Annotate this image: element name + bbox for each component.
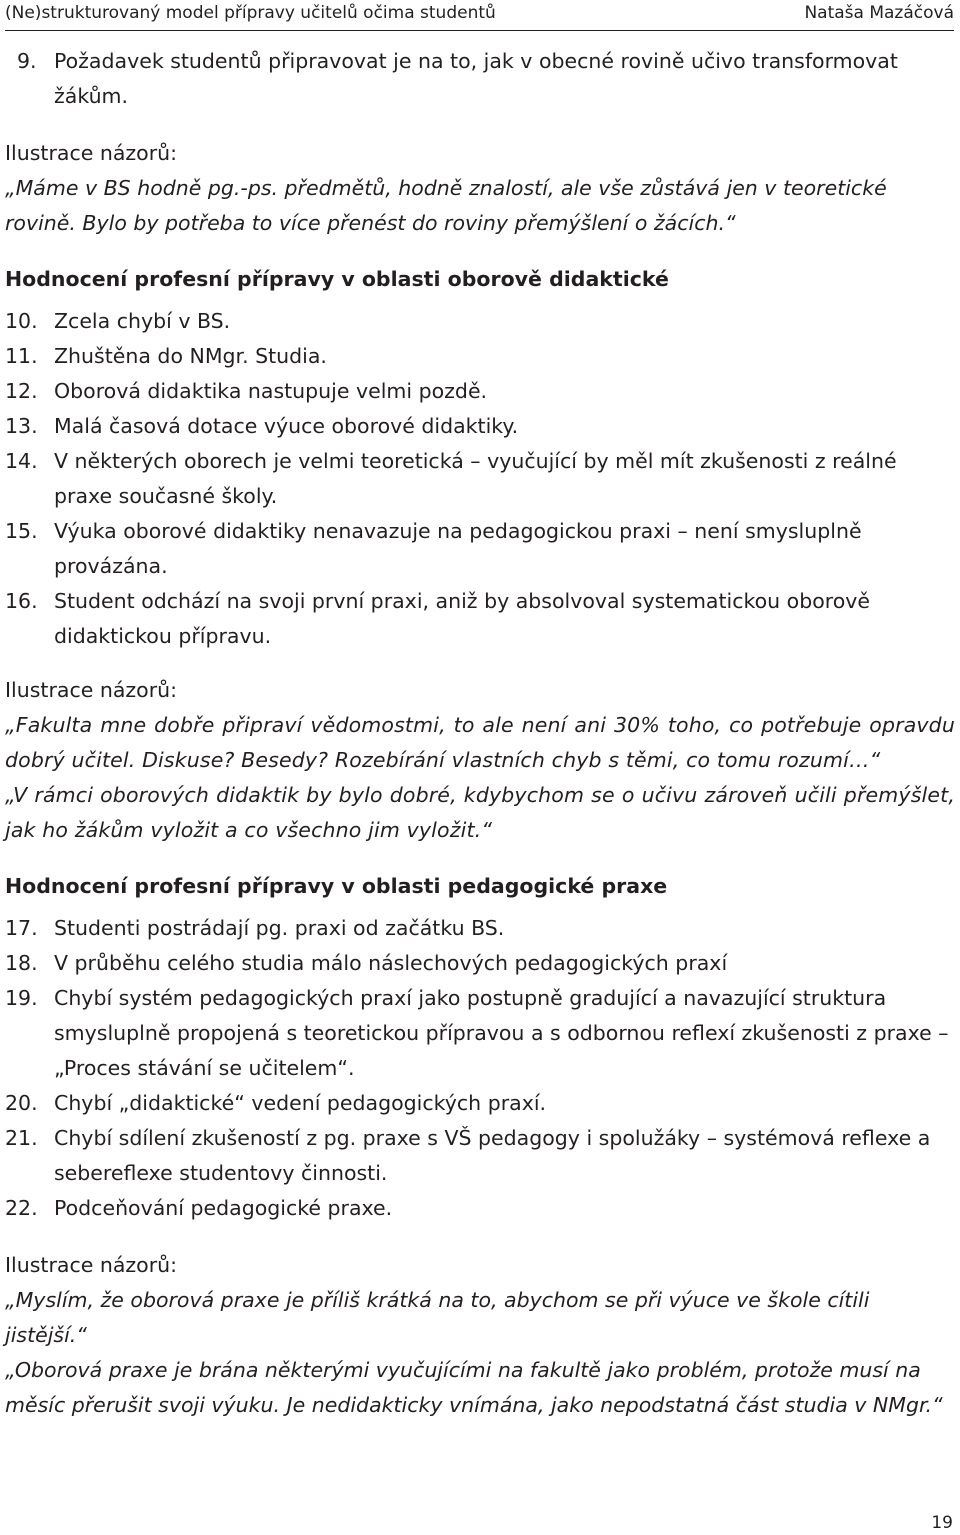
illustration-label: Ilustrace názorů: [5, 678, 178, 702]
running-author: Nataša Mazáčová [804, 3, 954, 23]
item-text: Studenti postrádají pg. praxi od začátku BS. [54, 916, 505, 940]
page-content [5, 44, 955, 1423]
list-item [5, 1086, 955, 1121]
quote: „Fakulta mne dobře připraví vědomostmi, to ale není ani 30% toho, co potřebuje opravdu dobrý učitel. Diskuse? Besedy? Rozebírání vlastních chyb s těmi, co tomu rozumí…“ [5, 713, 955, 772]
list-item [5, 946, 955, 981]
item-number: 18. [5, 951, 38, 975]
list-item [5, 409, 955, 444]
quote: „Máme v BS hodně pg.-ps. předmětů, hodně znalostí, ale vše zůstává jen v teoretické rovině. Bylo by potřeba to více přenést do roviny přemýšlení o žácích.“ [5, 176, 887, 235]
list-item [5, 444, 955, 514]
item-text: Student odchází na svoji první praxi, aniž by absolvoval systematickou oborově didaktickou přípravu. [54, 589, 871, 648]
item-text: V průběhu celého studia málo náslechových pedagogických praxí [54, 951, 728, 975]
list-item [5, 44, 955, 114]
list-item [5, 911, 955, 946]
page-header [5, 0, 954, 31]
item-number: 16. [5, 589, 38, 613]
item-number: 11. [5, 344, 38, 368]
item-text: V některých oborech je velmi teoretická – vyučující by měl mít zkušenosti z reálné praxe současné školy. [54, 449, 897, 508]
section-heading: Hodnocení profesní přípravy v oblasti oborově didaktické [5, 267, 669, 291]
item-text: Oborová didaktika nastupuje velmi pozdě. [54, 379, 488, 403]
item-text: Výuka oborové didaktiky nenavazuje na pedagogickou praxi – není smysluplně provázána. [54, 519, 862, 578]
list-item [5, 1191, 955, 1226]
list-item [5, 584, 955, 654]
list-item [5, 339, 955, 374]
item-text: Chybí sdílení zkušeností z pg. praxe s VŠ pedagogy i spolužáky – systémová reflexe a sebereflexe studentovy činnosti. [54, 1126, 931, 1185]
list-item [5, 514, 955, 584]
item-text: Malá časová dotace výuce oborové didaktiky. [54, 414, 519, 438]
item-text: Požadavek studentů připravovat je na to, jak v obecné rovině učivo transformovat žákům. [54, 49, 898, 108]
illustration-label: Ilustrace názorů: [5, 141, 178, 165]
item-text: Zcela chybí v BS. [54, 309, 231, 333]
quote: „V rámci oborových didaktik by bylo dobré, kdybychom se o učivu zároveň učili přemýšlet, jak ho žákům vyložit a co všechno jim vyložit.“ [5, 783, 955, 842]
quote: „Myslím, že oborová praxe je příliš krátká na to, abychom se při výuce ve škole cítili jistější.“ [5, 1288, 870, 1347]
item-number: 19. [5, 986, 38, 1010]
list-item [5, 374, 955, 409]
quote: „Oborová praxe je brána některými vyučujícími na fakultě jako problém, protože musí na měsíc přerušit svoji výuku. Je nedidakticky vnímána, jako nepodstatná část studia v NMgr.“ [5, 1358, 943, 1417]
item-text: Chybí systém pedagogických praxí jako postupně gradující a navazující struktura smysluplně propojená s teoretickou přípravou a s odbornou reflexí zkušenosti z praxe – „Proces stávání se učitelem“. [54, 986, 949, 1080]
item-number: 17. [5, 916, 38, 940]
illustration-label: Ilustrace názorů: [5, 1253, 178, 1277]
section-heading: Hodnocení profesní přípravy v oblasti pedagogické praxe [5, 874, 668, 898]
item-number: 21. [5, 1126, 38, 1150]
item-number: 9. [17, 49, 37, 73]
page-number: 19 [931, 1513, 953, 1533]
item-text: Podceňování pedagogické praxe. [54, 1196, 393, 1220]
item-number: 20. [5, 1091, 38, 1115]
item-number: 10. [5, 309, 38, 333]
item-text: Zhuštěna do NMgr. Studia. [54, 344, 327, 368]
list-item [5, 304, 955, 339]
item-number: 14. [5, 449, 38, 473]
running-title: (Ne)strukturovaný model přípravy učitelů očima studentů [5, 3, 496, 23]
item-number: 12. [5, 379, 38, 403]
item-number: 22. [5, 1196, 38, 1220]
item-text: Chybí „didaktické“ vedení pedagogických praxí. [54, 1091, 547, 1115]
list-item [5, 981, 955, 1086]
list-item [5, 1121, 955, 1191]
item-number: 13. [5, 414, 38, 438]
item-number: 15. [5, 519, 38, 543]
